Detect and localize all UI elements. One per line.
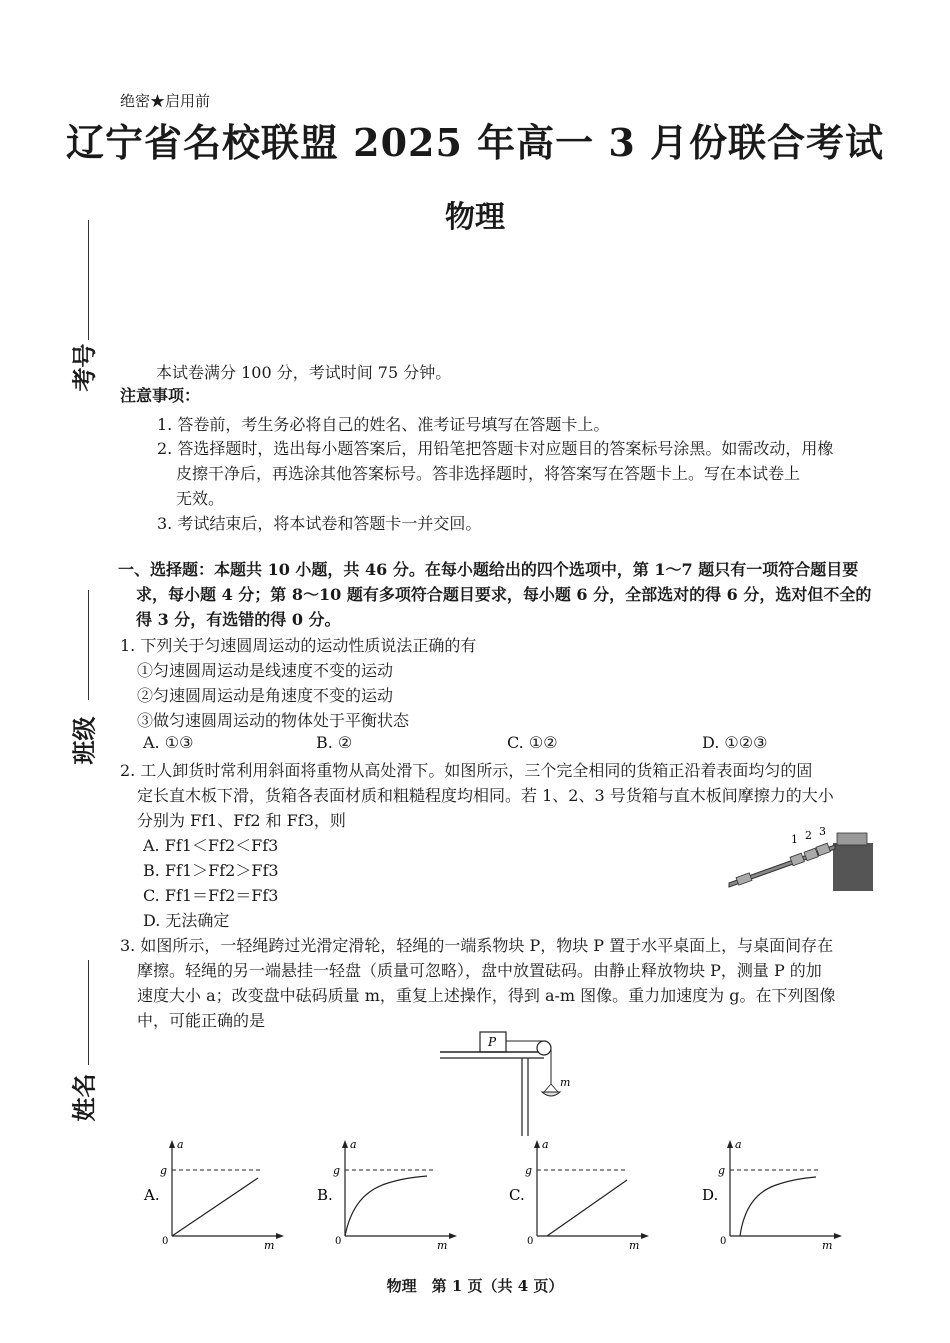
y-axis-label: a — [735, 1138, 742, 1151]
q3-stem: 3. 如图所示，一轻绳跨过光滑定滑轮，轻绳的一端系物块 P，物块 P 置于水平桌面上，与桌面间存在 — [120, 936, 834, 955]
q2-option-d[interactable]: D. 无法确定 — [143, 911, 230, 930]
crate-2 — [804, 848, 818, 861]
notice-title: 注意事项： — [120, 386, 201, 405]
q3-stem: 摩擦。轻绳的另一端悬挂一轻盘（质量可忽略），盘中放置砝码。由静止释放物块 P，测量 P 的加 — [137, 961, 822, 980]
page-footer: 物理 第 1 页（共 4 页） — [386, 1277, 564, 1295]
notice-item: 皮擦干净后，再选涂其他答案标号。答非选择题时，将答案写在答题卡上。写在本试卷上 — [176, 464, 801, 483]
x-axis-arrow — [641, 1233, 649, 1239]
x-axis-arrow — [834, 1233, 842, 1239]
y-axis-label: a — [350, 1138, 357, 1151]
tray — [542, 1092, 560, 1096]
q3-graph-d[interactable] — [698, 1136, 848, 1254]
notice-item: 无效。 — [176, 489, 225, 508]
g-label: g — [718, 1164, 726, 1177]
g-label: g — [160, 1164, 168, 1177]
q2-incline-figure — [725, 825, 875, 895]
x-axis-arrow — [449, 1233, 457, 1239]
q1-option-a[interactable]: A. ①③ — [143, 733, 194, 752]
q3-pulley-figure — [440, 1028, 580, 1138]
x-axis-arrow — [276, 1233, 284, 1239]
q2-option-c[interactable]: C. Ff1＝Ff2＝Ff3 — [143, 886, 279, 905]
curve — [345, 1176, 427, 1236]
origin-label: 0 — [335, 1236, 342, 1247]
q3-graph-b[interactable] — [313, 1136, 463, 1254]
g-label: g — [525, 1164, 533, 1177]
crate-label-1: 1 — [791, 833, 798, 846]
x-axis-label: m — [629, 1239, 640, 1252]
x-axis-label: m — [437, 1239, 448, 1252]
graph-option-label: C. — [509, 1186, 525, 1204]
name-label: 姓名 — [69, 1073, 99, 1122]
graph-option-label: D. — [702, 1186, 719, 1204]
q2-option-b[interactable]: B. Ff1＞Ff2＞Ff3 — [143, 861, 279, 880]
pulley — [537, 1041, 551, 1055]
q3-stem: 速度大小 a；改变盘中砝码质量 m，重复上述操作，得到 a-m 图像。重力加速度为 g。在下列图像 — [137, 986, 836, 1005]
crate-label-3: 3 — [819, 825, 826, 838]
origin-label: 0 — [162, 1236, 169, 1247]
section-heading: 得 3 分，有选错的得 0 分。 — [136, 610, 341, 629]
q2-stem: 定长直木板下滑，货箱各表面材质和粗糙程度均相同。若 1、2、3 号货箱与直木板间摩擦力的大小 — [137, 786, 834, 805]
q2-stem: 2. 工人卸货时常利用斜面将重物从高处滑下。如图所示，三个完全相同的货箱正沿着表面均匀的固 — [120, 761, 813, 780]
q1-statement: ③做匀速圆周运动的物体处于平衡状态 — [137, 711, 410, 730]
curve — [547, 1180, 627, 1236]
crate-stack — [837, 833, 867, 845]
q1-option-d[interactable]: D. ①②③ — [702, 733, 768, 752]
curve — [740, 1177, 816, 1236]
subject-title: 物理 — [445, 200, 505, 235]
crate-bottom — [736, 873, 752, 885]
block-p-label: P — [488, 1035, 497, 1049]
confidential-mark: 绝密★启用前 — [120, 92, 211, 110]
exam-no-label: 考号 — [69, 343, 99, 392]
class-line[interactable] — [88, 590, 89, 700]
notice-item: 3. 考试结束后，将本试卷和答题卡一并交回。 — [157, 514, 482, 533]
origin-label: 0 — [527, 1236, 534, 1247]
y-axis-label: a — [177, 1138, 184, 1151]
x-axis-label: m — [264, 1239, 275, 1252]
crate-label-2: 2 — [805, 829, 812, 842]
q2-option-a[interactable]: A. Ff1＜Ff2＜Ff3 — [143, 836, 279, 855]
q1-option-c[interactable]: C. ①② — [507, 733, 558, 752]
q1-stem: 1. 下列关于匀速圆周运动的运动性质说法正确的有 — [120, 636, 477, 655]
x-axis-label: m — [822, 1239, 833, 1252]
section-heading: 求，每小题 4 分；第 8～10 题有多项符合题目要求，每小题 6 分，全部选对的得 6 分，选对但不全的 — [136, 585, 872, 604]
support-block — [833, 843, 873, 891]
y-axis-arrow — [727, 1140, 733, 1148]
q3-graph-c[interactable] — [505, 1136, 655, 1254]
q1-statement: ②匀速圆周运动是角速度不变的运动 — [137, 686, 394, 705]
tray-string — [544, 1084, 551, 1092]
y-axis-arrow — [169, 1140, 175, 1148]
notice-item: 2. 答选择题时，选出每小题答案后，用铅笔把答题卡对应题目的答案标号涂黑。如需改动，用橡 — [157, 439, 834, 458]
notice-item: 1. 答卷前，考生务必将自己的姓名、准考证号填写在答题卡上。 — [157, 415, 610, 434]
crate-3 — [816, 843, 830, 856]
origin-label: 0 — [720, 1236, 727, 1247]
exam-title: 辽宁省名校联盟 2025 年高一 3 月份联合考试 — [65, 120, 885, 165]
crate-1 — [790, 853, 804, 866]
exam-intro: 本试卷满分 100 分，考试时间 75 分钟。 — [156, 363, 452, 382]
y-axis-label: a — [542, 1138, 549, 1151]
g-label: g — [333, 1164, 341, 1177]
q3-graph-a[interactable] — [140, 1136, 290, 1254]
q2-stem: 分别为 Ff1、Ff2 和 Ff3，则 — [137, 811, 346, 830]
exam-no-line[interactable] — [88, 220, 89, 340]
section-heading: 一、选择题：本题共 10 小题，共 46 分。在每小题给出的四个选项中，第 1～7 题只有一项符合题目要 — [118, 560, 859, 579]
curve — [172, 1178, 258, 1236]
graph-option-label: B. — [317, 1186, 333, 1204]
name-line[interactable] — [88, 960, 89, 1065]
mass-label: m — [560, 1076, 571, 1089]
tray-string — [551, 1084, 558, 1092]
class-label: 班级 — [69, 716, 99, 765]
q1-option-b[interactable]: B. ② — [316, 733, 353, 752]
q1-statement: ①匀速圆周运动是线速度不变的运动 — [137, 661, 394, 680]
y-axis-arrow — [342, 1140, 348, 1148]
q3-stem: 中，可能正确的是 — [137, 1011, 266, 1030]
y-axis-arrow — [534, 1140, 540, 1148]
graph-option-label: A. — [144, 1186, 160, 1204]
